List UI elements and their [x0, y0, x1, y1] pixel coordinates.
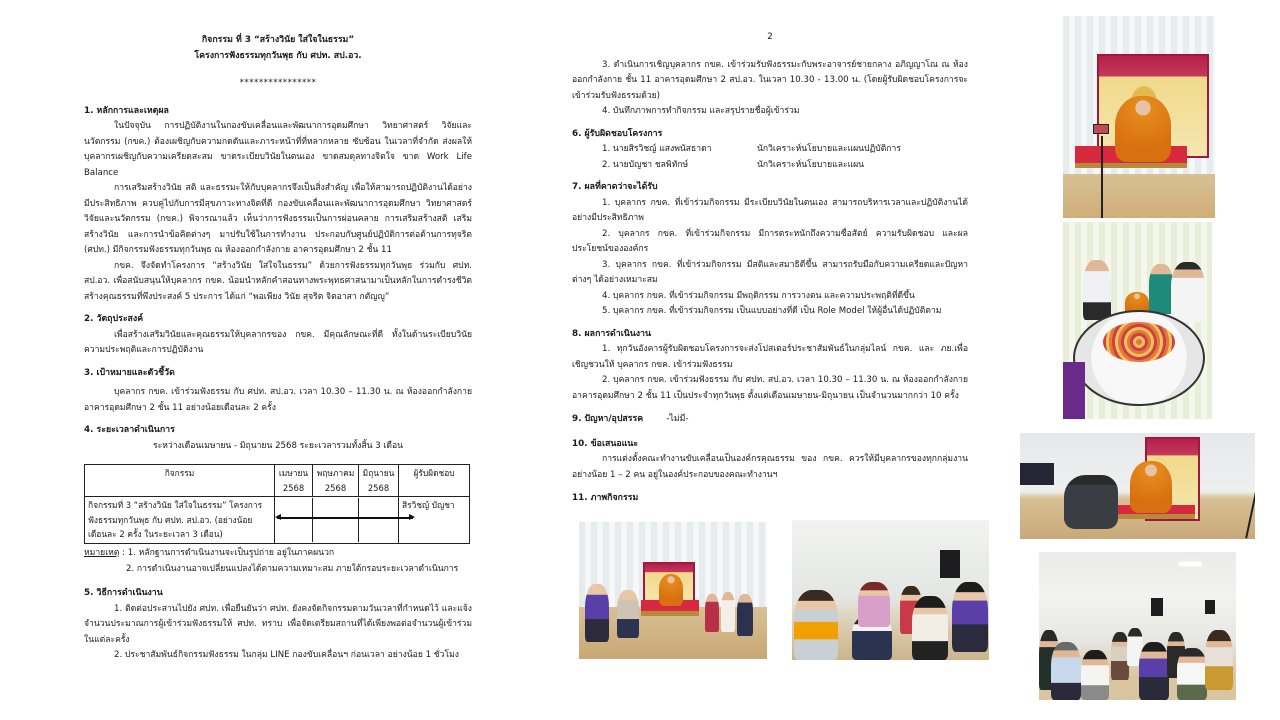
section-1-para-2: การเสริมสร้างวินัย สติ และธรรมะให้กับบุคลากรจึงเป็นสิ่งสำคัญ เพื่อให้สามารถปฏิบัติงานได้อย่างมีประสิทธิภาพ ควบคู่ไปกับการมีสุขภาวะทางจิตที่ดี กองขับเคลื่อนและพัฒนาการอุดมศึกษา วิทยาศาสตร์ วิจัยและนวัตกรรม (กขค.) พิจารณาแล้ว เห็นว่าการฟังธรรมเป็นการผ่อนคลาย การเสริมสร้างสติ เสริมสร้างวินัย และการนำข้อคิดต่างๆ มาปรับใช้ในการทำงาน ประกอบกับศูนย์ปฏิบัติการต่อต้านการทุจริต (ศปท.) มีกิจกรรมฟังธรรมทุกวันพุธ ณ ห้องออกกำลังกาย อาคารอุดมศึกษา 2 ชั้น 11 — [84, 183, 472, 255]
section-2-para: เพื่อสร้างเสริมวินัยและคุณธรรมให้บุคลากรของ กขค. มีคุณลักษณะที่ดี ทั้งในด้านระเบียบวินัย ความประพฤติและการปฏิบัติงาน — [84, 329, 472, 355]
section-5-item-4: 4. บันทึกภาพการทำกิจกรรม และสรุปรายชื่อผู้เข้าร่วม — [602, 106, 800, 116]
schedule-note-2: 2. การดำเนินงานอาจเปลี่ยนแปลงได้ตามความเหมาะสม ภายใต้กรอบระยะเวลาดำเนินการ — [126, 563, 459, 574]
section-6-heading: 6. ผู้รับผิดชอบโครงการ — [572, 128, 663, 139]
ceiling-light-shape — [1179, 562, 1201, 566]
doc-title-line1: กิจกรรม ที่ 3 “สร้างวินัย ใส่ใจในธรรม” — [201, 35, 355, 45]
schedule-table — [84, 464, 470, 544]
document-page-1 — [22, 14, 512, 700]
page-number: 2 — [767, 32, 773, 42]
note-label: หมายเหตุ — [84, 548, 120, 558]
schedule-row — [85, 497, 470, 544]
sofa-shape — [1020, 463, 1054, 485]
expected-result-2: 2. บุคลากร กขค. ที่เข้าร่วมกิจกรรม มีการตระหนักถึงความซื่อสัตย์ ความรับผิดชอบ และผลประโยชน์ขององค์กร — [572, 228, 968, 254]
expected-result-3: 3. บุคลากร กขค. ที่เข้าร่วมกิจกรรม มีสติและสมาธิดีขึ้น สามารถรับมือกับความเครียดและปัญหาต่างๆ ได้อย่างเหมาะสม — [572, 259, 968, 285]
schedule-header-row — [85, 465, 470, 497]
section-1-heading: 1. หลักการและเหตุผล — [84, 105, 169, 116]
section-3-para: บุคลากร กขค. เข้าร่วมฟังธรรม กับ ศปท. สป.อว. เวลา 10.30 – 11.30 น. ณ ห้องออกกำลังกายอาคารอุดมศึกษา 2 ชั้น 11 อย่างน้อยเดือนละ 2 ครั้ง — [84, 387, 472, 413]
doc-title-line2: โครงการฟังธรรมทุกวันพุธ กับ ศปท. สป.อว. — [194, 51, 362, 61]
side-photo-audience-rows — [1039, 552, 1236, 700]
person-1-name: 1. นายสิรวิชญ์ แสงพนัสธาดา — [602, 144, 712, 154]
activity-photo-audience-chairs — [792, 520, 989, 660]
col-header-april: เมษายน 2568 — [275, 465, 313, 497]
col-header-may: พฤษภาคม 2568 — [313, 465, 359, 497]
section-2-heading: 2. วัตถุประสงค์ — [84, 314, 144, 324]
result-item-1: 1. ทุกวันอังคารผู้รับผิดชอบโครงการจะส่งโปสเตอร์ประชาสัมพันธ์ในกลุ่มไลน์ กขค. และ ภย.เพื่อเชิญชวนให้ บุคลากร กขค. เข้าร่วมฟังธรรม — [572, 344, 968, 370]
expected-result-5: 5. บุคลากร กขค. ที่เข้าร่วมกิจกรรม เป็นแบบอย่างที่ดี เป็น Role Model ให้ผู้อื่นได้ปฏิบัติตาม — [602, 306, 942, 316]
note-1-text: : 1. หลักฐานการดำเนินงานจะเป็นรูปถ่าย อยู่ในภาคผนวก — [119, 548, 335, 558]
speaker-right-shape — [1205, 600, 1215, 614]
food-dishes-shape — [1103, 322, 1175, 362]
person-2-name: 2. นายบัญชา ชลพิทักษ์ — [602, 159, 689, 170]
section-5-item-1: 1. ติดต่อประสานไปยัง ศปท. เพื่อยืนยันว่า ศปท. ยังคงจัดกิจกรรมตามวันเวลาที่กำหนดไว้ และแจ้งจำนวนประมาณการผู้เข้าร่วมฟังธรรมให้ ศปท. ทราบ เพื่อจัดเตรียมสถานที่ได้เพียงพอต่อจำนวนผู้เข้าร่วมในแต่ละครั้ง — [84, 603, 472, 645]
title-separator: **************** — [239, 78, 317, 88]
section-11-heading: 11. ภาพกิจกรรม — [572, 493, 639, 503]
col-header-june: มิถุนายน 2568 — [359, 465, 399, 497]
expected-result-1: 1. บุคลากร กขค. ที่เข้าร่วมกิจกรรม มีระเบียบวินัยในตนเอง สามารถบริหารเวลาและปฏิบัติงานได้อย่างมีประสิทธิภาพ — [572, 197, 968, 223]
section-7-heading: 7. ผลที่คาดว่าจะได้รับ — [572, 182, 658, 192]
side-photo-food-offering — [1063, 222, 1212, 419]
expected-result-4: 4. บุคลากร กขค. ที่เข้าร่วมกิจกรรม มีพฤติกรรม การวางตน และความประพฤติที่ดีขึ้น — [602, 290, 915, 301]
section-9-heading: 9. ปัญหา/อุปสรรค — [572, 414, 644, 424]
person-1-position: นักวิเคราะห์นโยบายและแผนปฏิบัติการ — [757, 144, 901, 154]
person-2-position: นักวิเคราะห์นโยบายและแผน — [757, 159, 865, 170]
section-10-para: การแต่งตั้งคณะทำงานขับเคลื่อนเป็นองค์กรคุณธรรม ของ กขค. ควรให้มีบุคลากรของทุกกลุ่มงานอย่างน้อย 1 – 2 คน อยู่ในองค์ประกอบของคณะทำงานฯ — [572, 454, 968, 480]
cell-timeline — [275, 497, 399, 544]
phone-on-tripod — [1093, 124, 1109, 134]
col-header-activity: กิจกรรม — [85, 465, 275, 497]
col-header-responsible: ผู้รับผิดชอบ — [399, 465, 470, 497]
section-9-value: -ไม่มี- — [666, 414, 689, 424]
timeline-double-arrow-icon — [277, 517, 413, 519]
section-5-heading: 5. วิธีการดำเนินงาน — [84, 588, 163, 598]
section-5-item-3: 3. ดำเนินการเชิญบุคลากร กขค. เข้าร่วมรับฟังธรรมะกับพระอาจารย์ชายกลาง อภิญญาโณ ณ ห้องออกกำลังกาย ชั้น 11 อาคารอุดมศึกษา 2 สป.อว. ในเวลา 10.30 - 13.00 น. (โดยผู้รับผิดชอบโครงการจะเข้าร่วมรับฟังธรรมด้วย) — [572, 59, 968, 101]
section-1-para-3: กขค. จึงจัดทำโครงการ “สร้างวินัย ใส่ใจในธรรม” ด้วยการฟังธรรมทุกวันพุธ ร่วมกับ ศปท. สป.อว. เพื่อสนับสนุนให้บุคลากร กขค. น้อมนำหลักคำสอนทางพระพุทธศาสนามาเป็นหลักในการดำรงชีวิต สร้างคุณธรรมที่พึงประสงค์ 5 ประการ ได้แก่ “พอเพียง วินัย สุจริต จิตอาสา กตัญญู” — [84, 260, 472, 302]
responsible-person-1 — [572, 142, 968, 158]
speaker-left-shape — [1151, 598, 1163, 616]
section-5-item-2: 2. ประชาสัมพันธ์กิจกรรมฟังธรรม ในกลุ่ม LINE กองขับเคลื่อนฯ ก่อนเวลา อย่างน้อย 1 ชั่วโมง — [114, 650, 459, 660]
speaker-shape — [940, 550, 960, 578]
section-4-heading: 4. ระยะเวลาดำเนินการ — [84, 425, 175, 435]
side-photo-offering-to-monk — [1020, 433, 1255, 539]
schedule-note-1 — [84, 546, 472, 562]
responsible-person-2 — [572, 158, 968, 174]
section-8-heading: 8. ผลการดำเนินงาน — [572, 328, 651, 339]
cell-responsible: สิรวิชญ์ บัญชา — [399, 497, 470, 544]
section-9 — [572, 412, 968, 428]
section-4-period: ระหว่างเดือนเมษายน - มิถุนายน 2568 ระยะเวลารวมทั้งสิ้น 3 เดือน — [153, 440, 403, 451]
activity-photo-monk-group — [579, 522, 767, 659]
section-3-heading: 3. เป้าหมายและตัวชี้วัด — [84, 367, 175, 378]
section-10-heading: 10. ข้อเสนอแนะ — [572, 438, 639, 449]
result-item-2: 2. บุคลากร กขค. เข้าร่วมฟังธรรม กับ ศปท. สป.อว. เวลา 10.30 – 11.30 น. ณ ห้องออกกำลังกาย อาคารอุดมศึกษา 2 ชั้น 11 เป็นประจำทุกวันพุธ ตั้งแต่เดือนเมษายน-มิถุนายน เป็นจำนวนมากกว่า 10 ครั้ง — [572, 375, 968, 401]
section-1-para-1: ในปัจจุบัน การปฏิบัติงานในกองขับเคลื่อนและพัฒนาการอุดมศึกษา วิทยาศาสตร์ วิจัยและนวัตกรรม (กขค.) ต้องเผชิญกับความกดดันและภาระหน้าที่ที่หลากหลาย ซับซ้อน ในเวลาที่จำกัด ส่งผลให้บุคลากรเผชิญกับความเครียดสะสม ขาดระเบียบวินัยในตนเอง ขาดสมดุลทางจิตใจ ขาด Work Life Balance — [84, 121, 472, 178]
side-photo-monk-preaching — [1063, 16, 1215, 218]
cell-activity: กิจกรรมที่ 3 “สร้างวินัย ใส่ใจในธรรม” โครงการฟังธรรมทุกวันพุธ กับ ศปท. สป.อว. (อย่างน้อยเดือนละ 2 ครั้ง ในระยะเวลา 3 เดือน) — [85, 497, 275, 544]
tripod-shape — [1101, 136, 1103, 218]
